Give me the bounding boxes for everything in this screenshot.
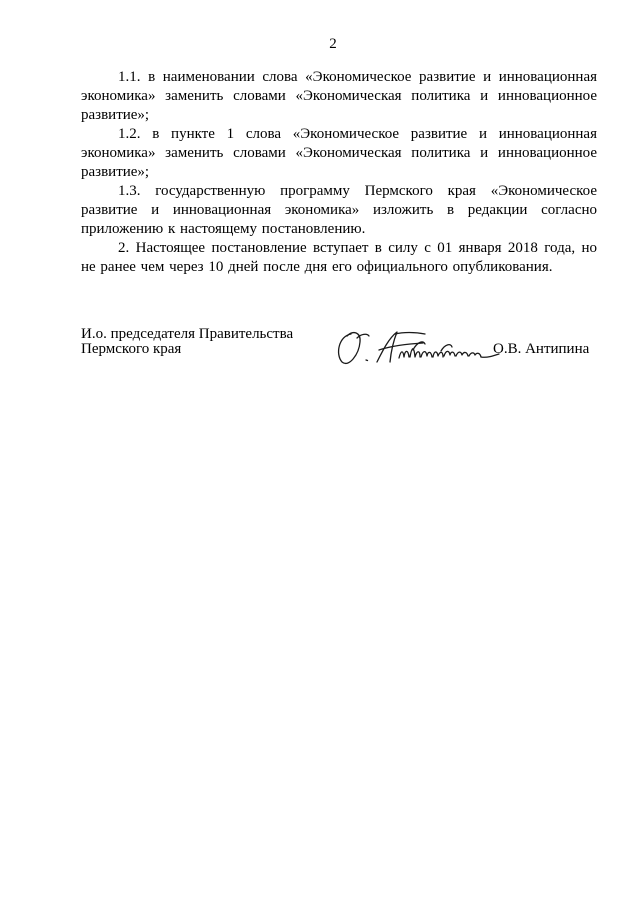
paragraph-1-1: 1.1. в наименовании слова «Экономическое развитие и инновационная экономика» заменить словами «Экономическая политика и инновационное развитие»; <box>81 69 597 123</box>
paragraph-1-3: 1.3. государственную программу Пермского края «Экономическое развитие и инновационная экономика» изложить в редакции согласно приложению к настоящему постановлению. <box>81 183 597 237</box>
document-body <box>81 68 597 277</box>
signatory-name: О.В. Антипина <box>493 341 590 357</box>
signer-position-line-2: Пермского края <box>81 341 182 357</box>
handwritten-signature <box>333 324 503 368</box>
signature-scribble-icon <box>333 324 503 368</box>
paragraph-1-2: 1.2. в пункте 1 слова «Экономическое развитие и инновационная экономика» заменить словами «Экономическая политика и инновационное развитие»; <box>81 126 597 180</box>
page-number: 2 <box>329 36 337 52</box>
signer-position <box>81 327 321 357</box>
paragraph-2: 2. Настоящее постановление вступает в силу с 01 января 2018 года, но не ранее чем через 10 дней после дня его официального опубликования. <box>81 240 597 275</box>
signer-position-line-1: И.о. председателя Правительства <box>81 326 294 342</box>
